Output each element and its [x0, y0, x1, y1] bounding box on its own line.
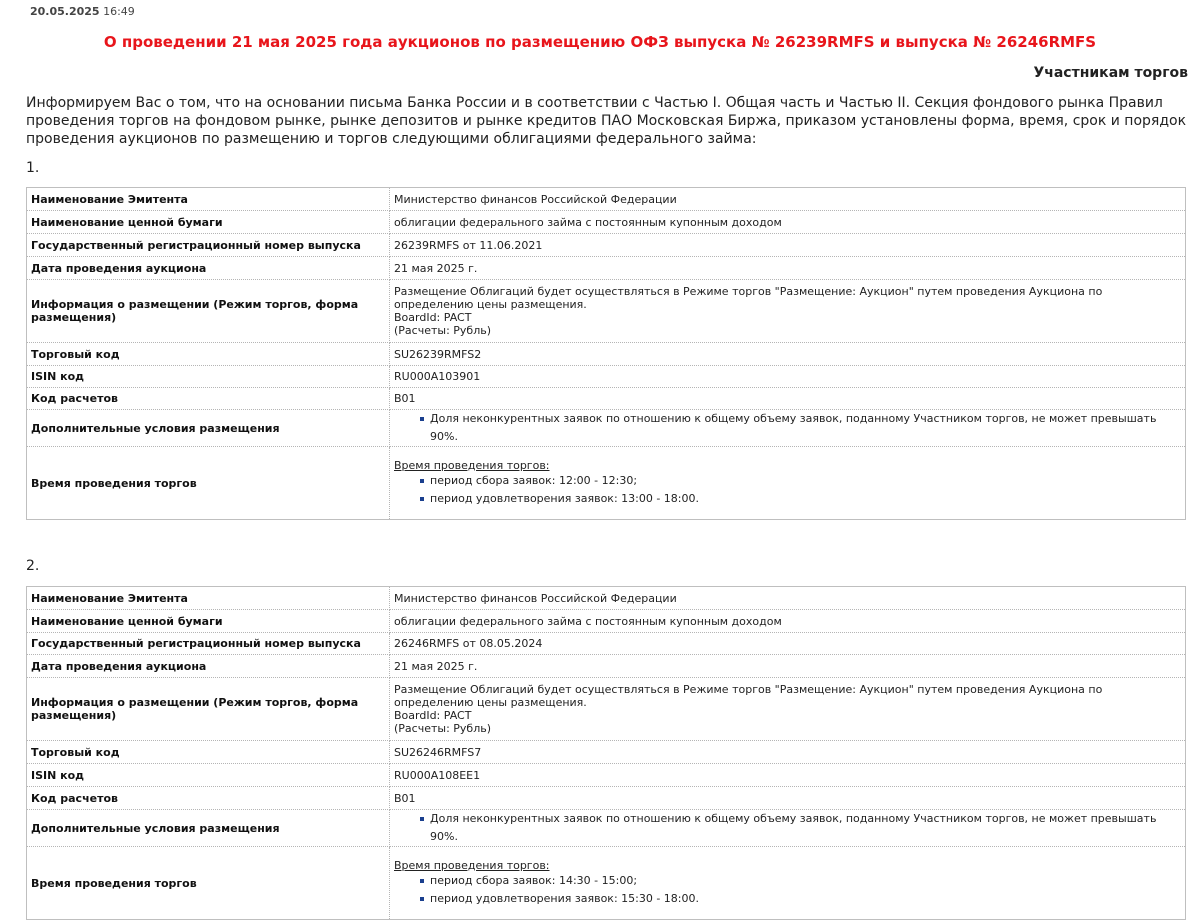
section-number: 2.: [26, 558, 40, 574]
trading-time-list: [394, 472, 1181, 508]
row-value: 21 мая 2025 г.: [390, 257, 1186, 280]
table-row: [27, 741, 1186, 764]
table-row: [27, 810, 1186, 847]
table-row: [27, 655, 1186, 678]
table-row: [27, 388, 1186, 410]
row-value: RU000A108EE1: [390, 764, 1186, 787]
table-row: [27, 610, 1186, 633]
row-value: 21 мая 2025 г.: [390, 655, 1186, 678]
table-row: [27, 633, 1186, 655]
list-item: период удовлетворения заявок: 15:30 - 18:00.: [430, 890, 1181, 908]
page-title: О проведении 21 мая 2025 года аукционов по размещению ОФЗ выпуска № 26239RMFS и выпуска № 26246RMFS: [103, 33, 1097, 51]
row-value: облигации федерального займа с постоянным купонным доходом: [390, 211, 1186, 234]
addressee: Участникам торгов: [1033, 65, 1188, 81]
settlement-currency: (Расчеты: Рубль): [394, 722, 492, 735]
row-value: [390, 810, 1186, 847]
row-label: ISIN код: [27, 366, 390, 388]
row-label: Торговый код: [27, 741, 390, 764]
intro-text: Информируем Вас о том, что на основании письма Банка России и в соответствии с Частью I. Общая часть и Частью II. Секция фондового рынка Правил проведения торгов на фондовом рынке, рынке депозитов и рынке кредитов ПАО Московская Биржа, приказом установлены форма, время, срок и порядок проведения аукционов по размещению и торгов следующими облигациями федерального займа:: [26, 95, 1187, 147]
table-row: [27, 847, 1186, 920]
row-label: Дата проведения аукциона: [27, 655, 390, 678]
placement-mode: Размещение Облигаций будет осуществляться в Режиме торгов "Размещение: Аукцион" путем проведения Аукциона по определению цены размещения.: [394, 285, 1103, 311]
table-row: [27, 366, 1186, 388]
list-item: период удовлетворения заявок: 13:00 - 18:00.: [430, 490, 1181, 508]
list-item: период сбора заявок: 14:30 - 15:00;: [430, 872, 1181, 890]
list-item: Доля неконкурентных заявок по отношению к общему объему заявок, поданному Участником торгов, не может превышать 90%.: [430, 410, 1181, 446]
table-row: [27, 280, 1186, 343]
row-label: Код расчетов: [27, 787, 390, 810]
trading-time-heading: Время проведения торгов:: [394, 458, 550, 472]
row-label: Время проведения торгов: [27, 447, 390, 520]
list-item: период сбора заявок: 12:00 - 12:30;: [430, 472, 1181, 490]
table-row: [27, 447, 1186, 520]
row-label: Государственный регистрационный номер выпуска: [27, 633, 390, 655]
row-value: [390, 447, 1186, 520]
row-value: B01: [390, 388, 1186, 410]
publish-datetime: [30, 5, 135, 18]
row-label: Наименование ценной бумаги: [27, 211, 390, 234]
row-label: Дополнительные условия размещения: [27, 410, 390, 447]
conditions-list: [394, 810, 1181, 846]
row-label: Дата проведения аукциона: [27, 257, 390, 280]
settlement-currency: (Расчеты: Рубль): [394, 324, 492, 337]
row-label: Государственный регистрационный номер выпуска: [27, 234, 390, 257]
row-label: Код расчетов: [27, 388, 390, 410]
row-label: Наименование Эмитента: [27, 587, 390, 610]
table-row: [27, 587, 1186, 610]
table-row: [27, 211, 1186, 234]
row-label: Дополнительные условия размещения: [27, 810, 390, 847]
table-row: [27, 188, 1186, 211]
table-row: [27, 410, 1186, 447]
board-id: BoardId: PACT: [394, 311, 472, 324]
table-row: [27, 234, 1186, 257]
row-label: Наименование Эмитента: [27, 188, 390, 211]
trading-time-heading: Время проведения торгов:: [394, 858, 550, 872]
row-value: B01: [390, 787, 1186, 810]
bond-table: [26, 586, 1186, 920]
row-value: 26239RMFS от 11.06.2021: [390, 234, 1186, 257]
board-id: BoardId: PACT: [394, 709, 472, 722]
row-value: Министерство финансов Российской Федерации: [390, 587, 1186, 610]
row-value: SU26246RMFS7: [390, 741, 1186, 764]
table-row: [27, 787, 1186, 810]
row-value: [390, 847, 1186, 920]
table-row: [27, 343, 1186, 366]
row-value: Министерство финансов Российской Федерации: [390, 188, 1186, 211]
bond-table: [26, 187, 1186, 520]
section-number: 1.: [26, 160, 40, 176]
row-value: SU26239RMFS2: [390, 343, 1186, 366]
row-label: Информация о размещении (Режим торгов, форма размещения): [27, 280, 390, 343]
list-item: Доля неконкурентных заявок по отношению к общему объему заявок, поданному Участником торгов, не может превышать 90%.: [430, 810, 1181, 846]
table-row: [27, 678, 1186, 741]
row-value: RU000A103901: [390, 366, 1186, 388]
publish-date: 20.05.2025: [30, 5, 100, 18]
publish-time: 16:49: [103, 5, 135, 18]
conditions-list: [394, 410, 1181, 446]
row-label: Время проведения торгов: [27, 847, 390, 920]
table-row: [27, 764, 1186, 787]
row-value: [390, 280, 1186, 343]
table-row: [27, 257, 1186, 280]
placement-mode: Размещение Облигаций будет осуществляться в Режиме торгов "Размещение: Аукцион" путем проведения Аукциона по определению цены размещения.: [394, 683, 1103, 709]
row-value: облигации федерального займа с постоянным купонным доходом: [390, 610, 1186, 633]
row-value: [390, 678, 1186, 741]
row-value: 26246RMFS от 08.05.2024: [390, 633, 1186, 655]
row-label: Наименование ценной бумаги: [27, 610, 390, 633]
row-label: ISIN код: [27, 764, 390, 787]
trading-time-list: [394, 872, 1181, 908]
row-value: [390, 410, 1186, 447]
row-label: Информация о размещении (Режим торгов, форма размещения): [27, 678, 390, 741]
row-label: Торговый код: [27, 343, 390, 366]
